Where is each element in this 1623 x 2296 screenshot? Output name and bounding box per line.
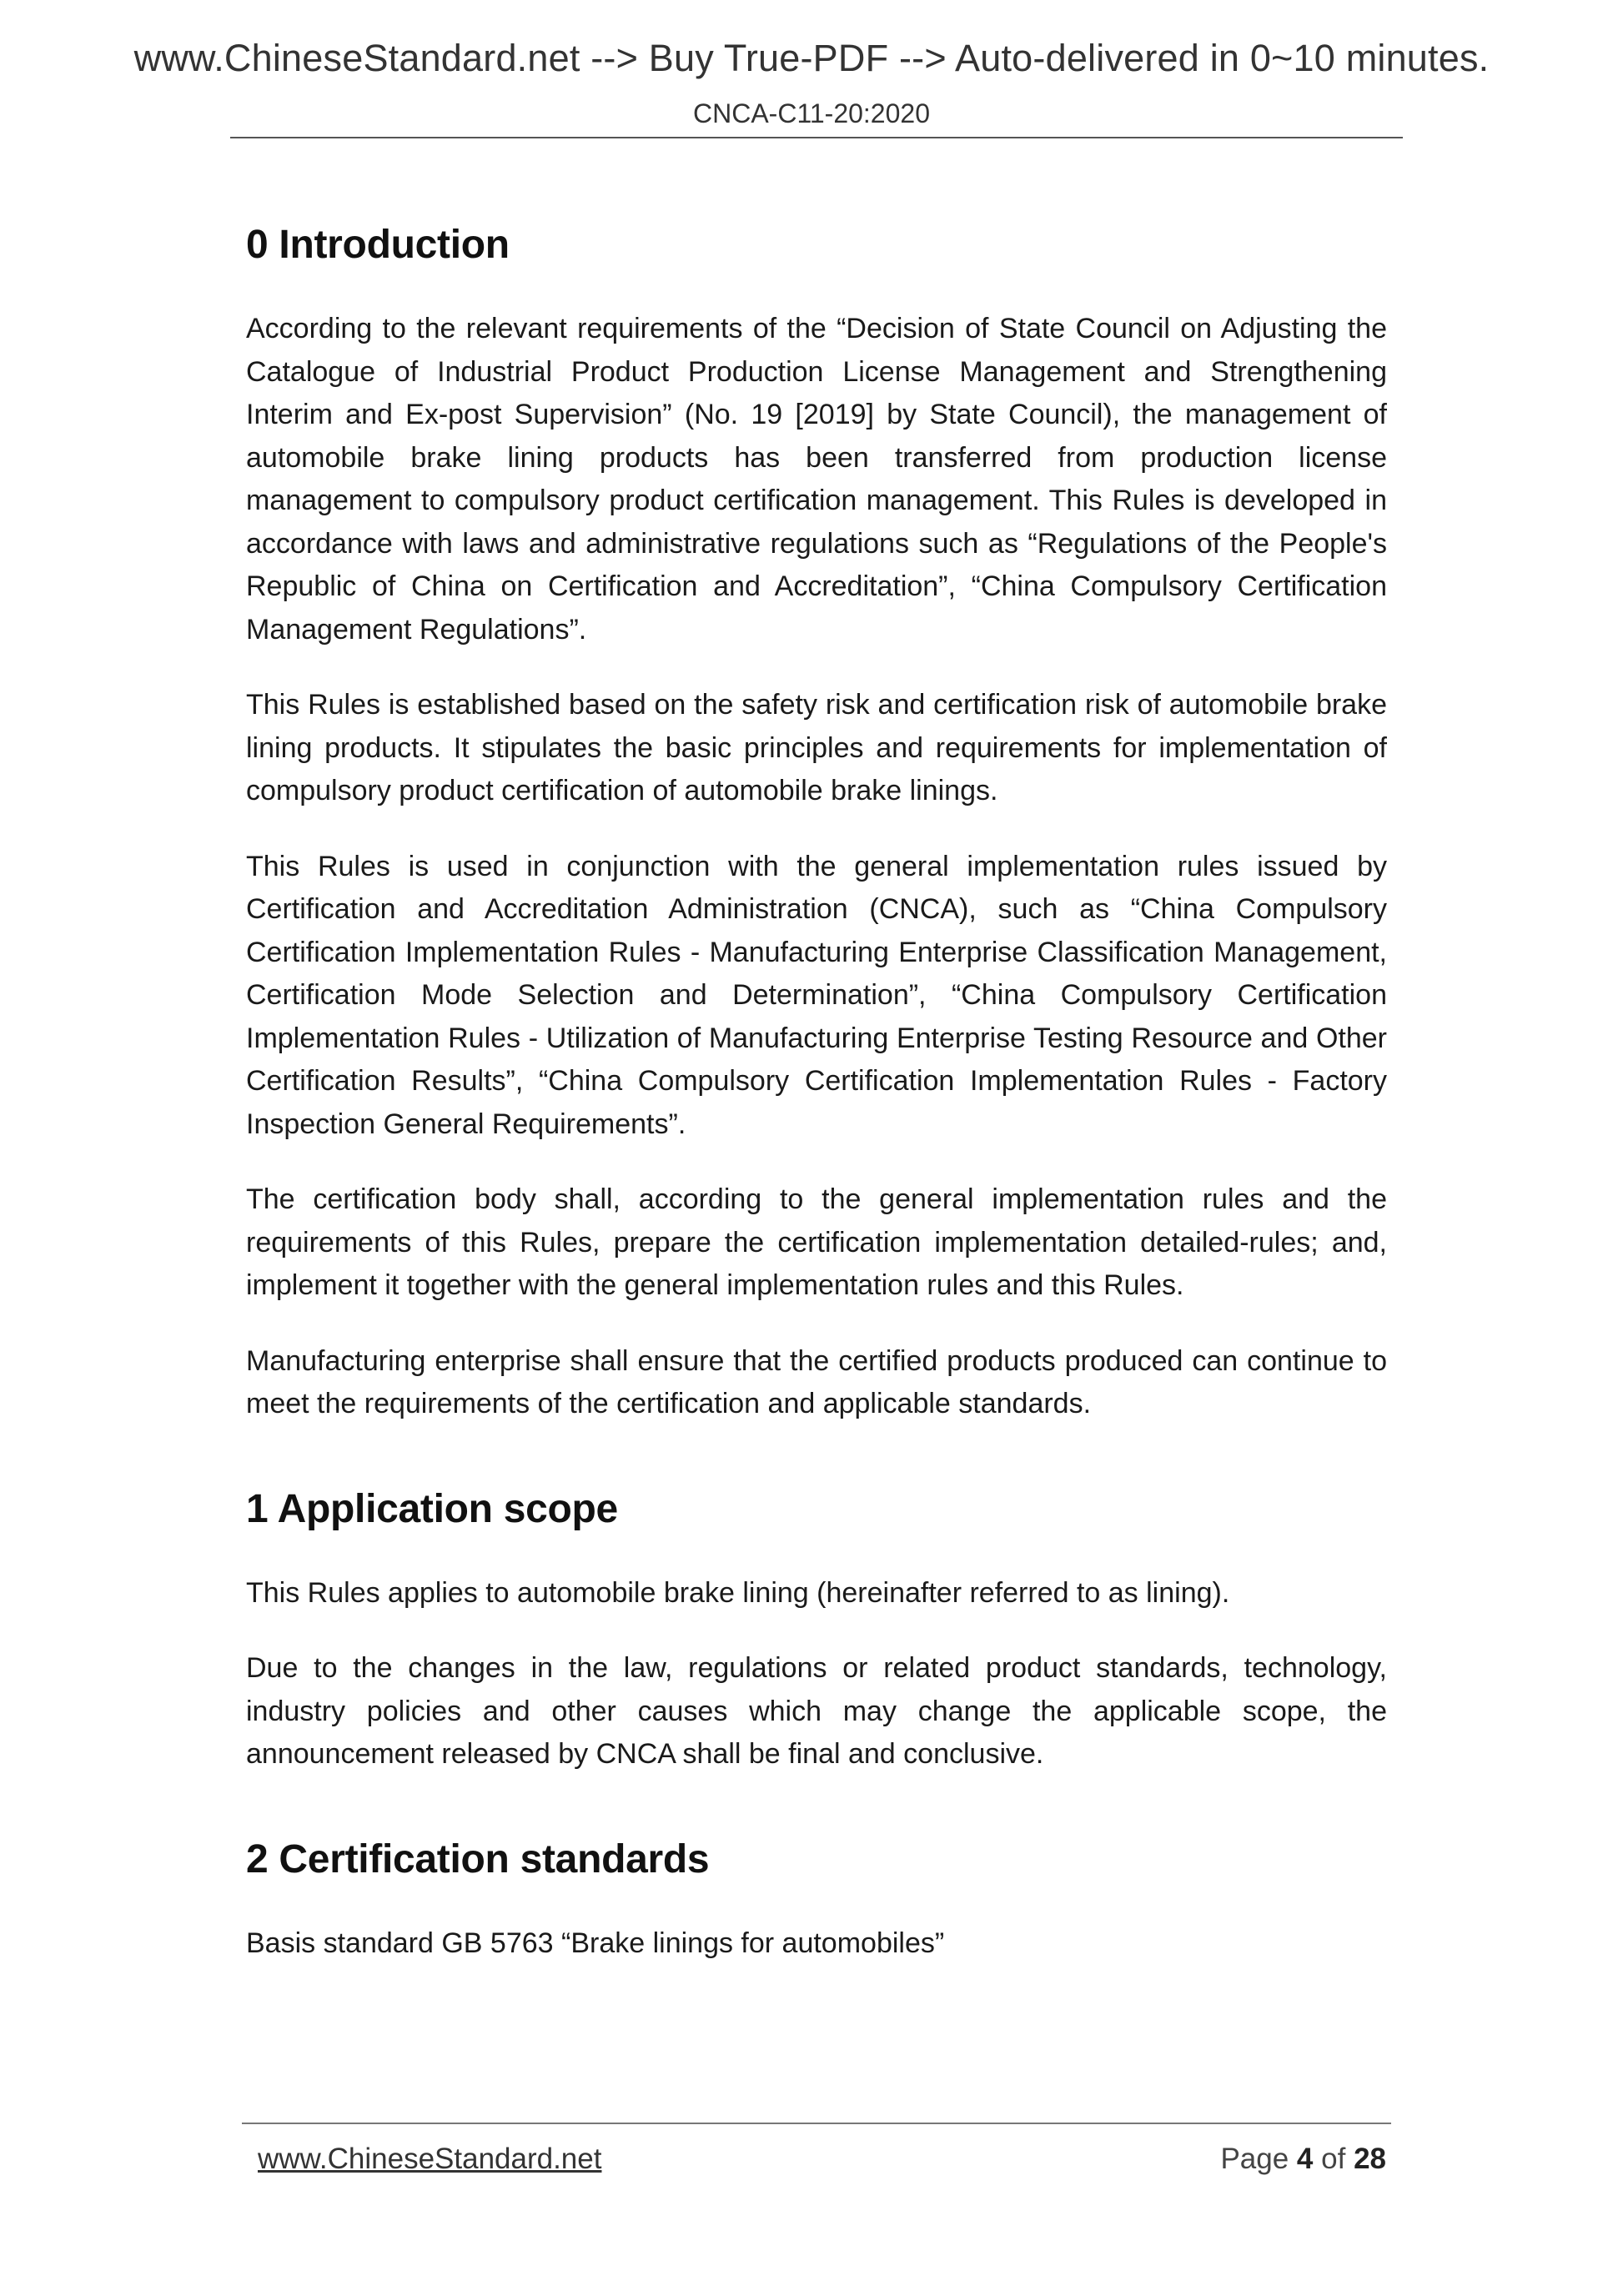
introduction-paragraph-1: According to the relevant requirements of the “Decision of State Council on Adjusting the Catalogue of Industrial Product Production License Management and Strengthening Interim and Ex-post Supervision” (No. 19 [2019] by State Council), the management of automobile brake lining products has been transferred from production license management to compulsory product certification management. This Rules is developed in accordance with laws and administrative regulations such as “Regulations of the People's Republic of China on Certification and Accreditation”, “China Compulsory Certification Management Regulations”. [246,313,1387,646]
application-scope-paragraph-2: Due to the changes in the law, regulations or related product standards, technology, industry policies and other causes which may change the applicable scope, the announcement released by CNCA shall be final and conclusive. [246,1652,1387,1770]
introduction-paragraph-4: The certification body shall, according to the general implementation rules and the requirements of this Rules, prepare the certification implementation detailed-rules; and, implement it together with the general implementation rules and this Rules. [246,1183,1387,1301]
application-scope-paragraph-1: This Rules applies to automobile brake lining (hereinafter referred to as lining). [246,1576,1230,1609]
section-application-scope [246,1486,1387,1776]
standard-code: CNCA-C11-20:2020 [693,98,930,128]
of-label: of [1321,2143,1346,2175]
page-banner: www.ChineseStandard.net --> Buy True-PDF --> Auto-delivered in 0~10 minutes. [133,37,1490,79]
section-certification-standards [246,1836,1387,1966]
section-introduction [246,222,1387,1426]
header-divider [230,137,1403,138]
introduction-paragraph-2: This Rules is established based on the safety risk and certification risk of automobile brake lining products. It stipulates the basic principles and requirements for implementation of compulsory product certification of automobile brake linings. [246,689,1387,806]
page-label: Page [1220,2143,1289,2175]
certification-standards-paragraph-1: Basis standard GB 5763 “Brake linings for automobiles” [246,1927,945,1959]
application-scope-heading: 1 Application scope [246,1486,618,1531]
current-page-number: 4 [1296,2143,1314,2175]
footer-divider [242,2123,1391,2124]
page-indicator [1220,2143,1386,2176]
introduction-paragraph-5: Manufacturing enterprise shall ensure that the certified products produced can continue to meet the requirements of the certification and applicable standards. [246,1344,1387,1419]
introduction-paragraph-3: This Rules is used in conjunction with the general implementation rules issued by Certification and Accreditation Administration (CNCA), such as “China Compulsory Certification Implementation Rules - Manufacturing Enterprise Classification Management, Certification Mode Selection and Determination”, “China Compulsory Certification Implementation Rules - Utilization of Manufacturing Enterprise Testing Resource and Other Certification Results”, “China Compulsory Certification Implementation Rules - Factory Inspection General Requirements”. [246,850,1387,1140]
certification-standards-heading: 2 Certification standards [246,1836,710,1882]
total-pages: 28 [1354,2143,1386,2175]
introduction-heading: 0 Introduction [246,223,510,267]
footer-website-link[interactable]: www.ChineseStandard.net [258,2143,602,2175]
document-body [246,205,1387,1997]
